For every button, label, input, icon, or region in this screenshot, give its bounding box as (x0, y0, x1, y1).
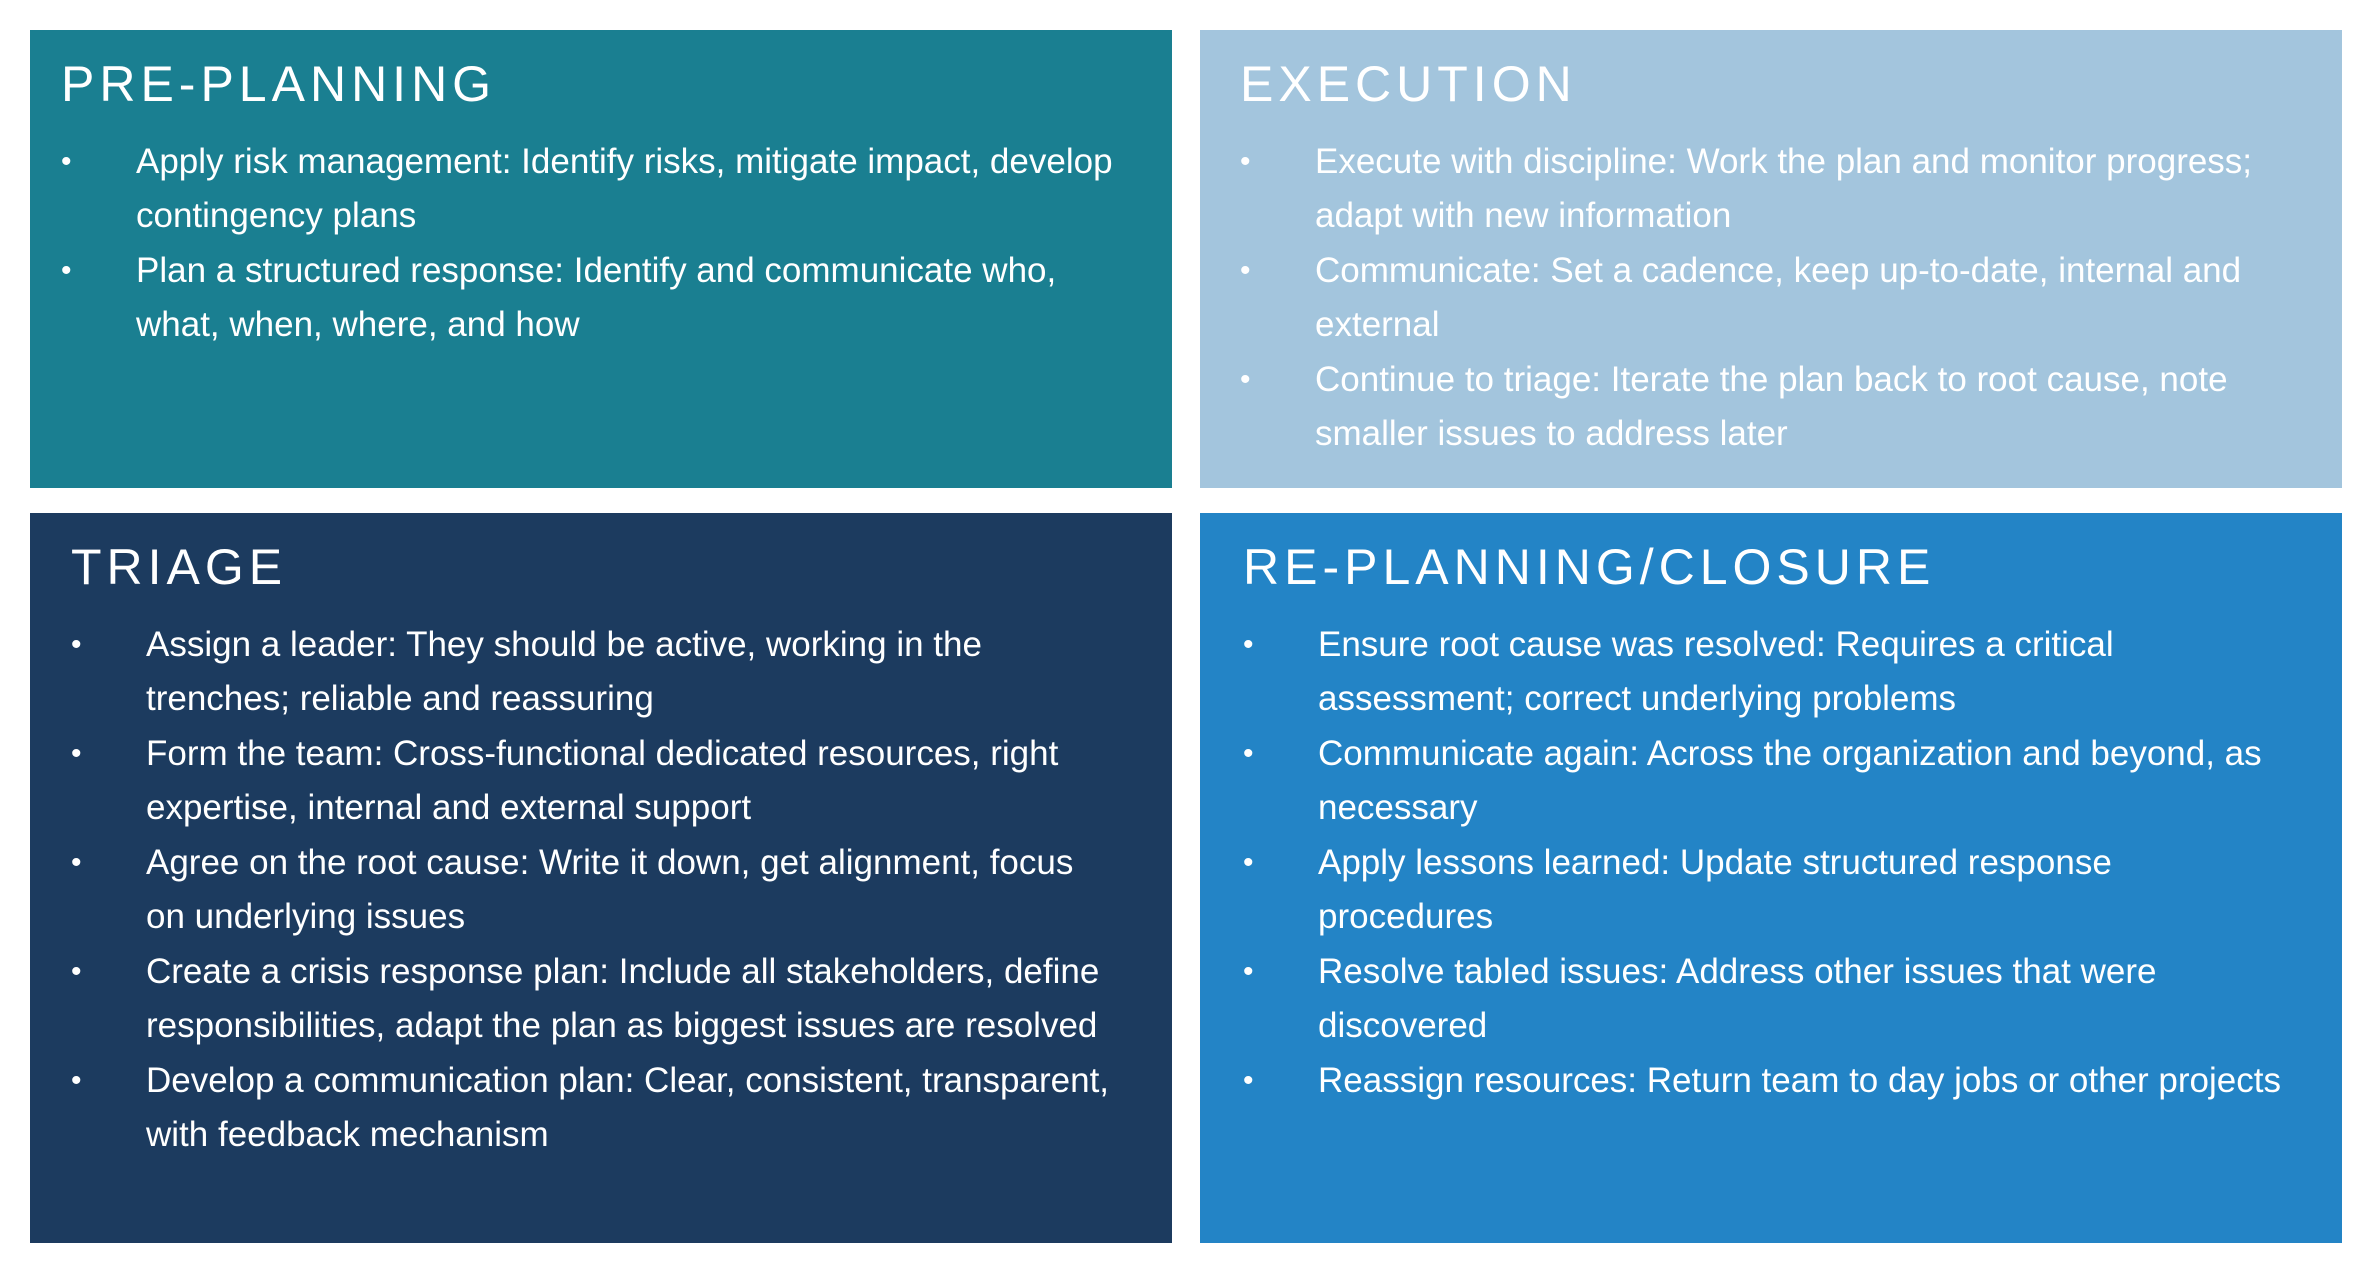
list-item-text: Agree on the root cause: Write it down, get alignment, focus on underlying issues (146, 842, 1074, 936)
list-item-text: Ensure root cause was resolved: Requires a critical assessment; correct underlying problems (1318, 624, 2114, 718)
bullet-list (71, 618, 1142, 1163)
bullet-icon: • (71, 627, 82, 661)
list-item (71, 945, 1142, 1054)
list-item (1243, 618, 2312, 727)
list-item-text: Apply lessons learned: Update structured response procedures (1318, 842, 2112, 936)
list-item (1243, 945, 2312, 1054)
bullet-icon: • (1243, 736, 1254, 770)
bullet-icon: • (61, 144, 72, 178)
list-item (1243, 727, 2312, 836)
bullet-icon: • (1240, 362, 1251, 396)
panel-title: PRE-PLANNING (61, 56, 497, 112)
bullet-list (1240, 135, 2312, 462)
panel-re-planning-closure (1200, 513, 2342, 1243)
list-item-text: Continue to triage: Iterate the plan back to root cause, note smaller issues to address later (1315, 359, 2228, 453)
panel-title: TRIAGE (71, 539, 288, 595)
list-item-text: Assign a leader: They should be active, working in the trenches; reliable and reassuring (146, 624, 982, 718)
list-item (61, 135, 1142, 244)
bullet-list (61, 135, 1142, 353)
list-item-text: Form the team: Cross-functional dedicated resources, right expertise, internal and external support (146, 733, 1059, 827)
bullet-icon: • (71, 954, 82, 988)
list-item (61, 244, 1142, 353)
bullet-icon: • (1243, 845, 1254, 879)
list-item (1240, 244, 2312, 353)
list-item (1243, 1054, 2312, 1109)
list-item-text: Resolve tabled issues: Address other issues that were discovered (1318, 951, 2157, 1045)
list-item (1240, 353, 2312, 462)
list-item (71, 618, 1142, 727)
list-item (71, 1054, 1142, 1163)
bullet-icon: • (71, 1063, 82, 1097)
list-item (71, 727, 1142, 836)
bullet-icon: • (1243, 954, 1254, 988)
list-item (1240, 135, 2312, 244)
list-item-text: Reassign resources: Return team to day jobs or other projects (1318, 1060, 2281, 1100)
bullet-icon: • (61, 253, 72, 287)
panel-execution (1200, 30, 2342, 488)
bullet-icon: • (1240, 144, 1251, 178)
list-item-text: Plan a structured response: Identify and communicate who, what, when, where, and how (136, 250, 1057, 344)
list-item-text: Communicate: Set a cadence, keep up-to-date, internal and external (1315, 250, 2242, 344)
panel-title: RE-PLANNING/CLOSURE (1243, 539, 1936, 595)
list-item-text: Create a crisis response plan: Include all stakeholders, define responsibilities, adapt the plan as biggest issues are resolved (146, 951, 1100, 1045)
bullet-icon: • (1243, 627, 1254, 661)
panel-pre-planning (30, 30, 1172, 488)
bullet-icon: • (1240, 253, 1251, 287)
bullet-icon: • (1243, 1063, 1254, 1097)
list-item-text: Communicate again: Across the organization and beyond, as necessary (1318, 733, 2262, 827)
panel-triage (30, 513, 1172, 1243)
bullet-icon: • (71, 845, 82, 879)
bullet-list (1243, 618, 2312, 1109)
list-item (71, 836, 1142, 945)
panel-title: EXECUTION (1240, 56, 1577, 112)
bullet-icon: • (71, 736, 82, 770)
list-item-text: Develop a communication plan: Clear, consistent, transparent, with feedback mechanism (146, 1060, 1110, 1154)
list-item-text: Apply risk management: Identify risks, mitigate impact, develop contingency plans (136, 141, 1113, 235)
list-item (1243, 836, 2312, 945)
list-item-text: Execute with discipline: Work the plan and monitor progress; adapt with new information (1315, 141, 2253, 235)
